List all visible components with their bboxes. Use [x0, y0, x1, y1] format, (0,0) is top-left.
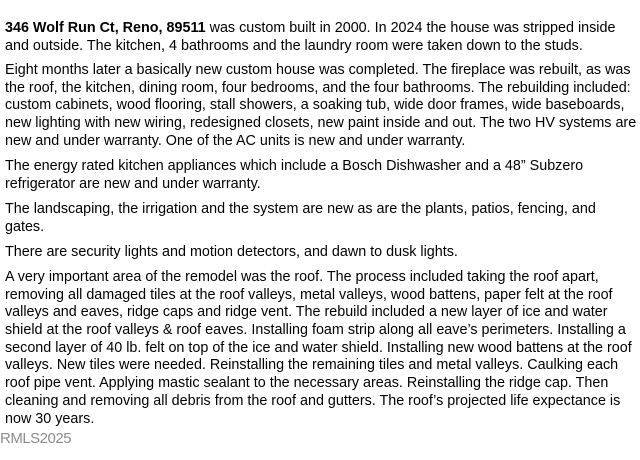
intro-text: was custom built in 2000. In 2024 the house was stripped inside and outside. The kitchen, 4 bathrooms and the laundry room were taken down to the studs.: [5, 20, 616, 54]
listing-description: [5, 20, 637, 436]
appliances-paragraph: The energy rated kitchen appliances which include a Bosch Dishwasher and a 48” Subzero refrigerator are new and under warranty.: [5, 157, 584, 192]
security-paragraph: There are security lights and motion detectors, and dawn to dusk lights.: [5, 243, 458, 260]
mls-watermark: RMLS2025: [0, 430, 72, 447]
roof-paragraph: A very important area of the remodel was the roof. The process included taking the roof apart, removing all damaged tiles at the roof valleys, metal valleys, wood battens, paper felt at the roof valleys and eaves, ridge caps and ridge vent. The rebuild included a new layer of ice and water shield at the roof valleys & roof eaves. Installing foam strip along all eave’s perimeters. Installing a second layer of 40 lb. felt on top of the ice and water shield. Installing new wood battens at the roof valleys. New tiles were needed. Reinstalling the remaining tiles and metal valleys. Caulking each roof pipe vent. Applying mastic sealant to the necessary areas. Reinstalling the ridge cap. Then cleaning and removing all debris from the roof and gutters. The roof’s projected life expectance is now 30 years.: [5, 268, 632, 427]
intro-paragraph: [5, 20, 637, 55]
remodel-paragraph: Eight months later a basically new custom house was completed. The fireplace was rebuilt, as was the roof, the kitchen, dining room, four bedrooms, and the four bathrooms. The rebuilding included: custom cabinets, wood flooring, stall showers, a soaking tub, wide door frames, wide baseboards, new lighting with new wiring, redesigned closets, new paint inside and out. The two HV systems are new and under warranty. One of the AC units is new and under warranty.: [5, 61, 637, 149]
property-address: 346 Wolf Run Ct, Reno, 89511: [5, 20, 206, 36]
landscaping-paragraph: The landscaping, the irrigation and the system are new as are the plants, patios, fencing, and gates.: [5, 200, 596, 235]
